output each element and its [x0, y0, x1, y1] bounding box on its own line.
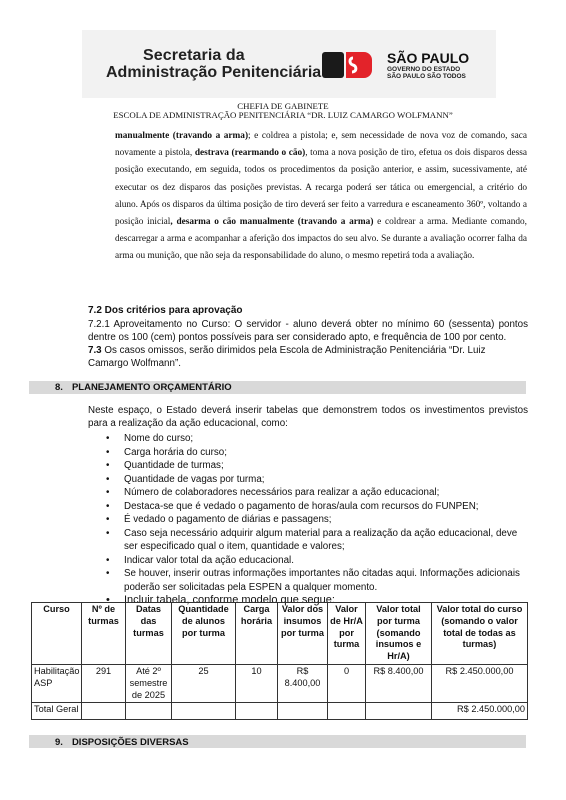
section-number: 9.	[55, 737, 63, 748]
sao-paulo-subtitle-slogan: SÃO PAULO SÃO TODOS	[387, 73, 466, 80]
table-cell: R$ 8.400,00	[366, 664, 432, 702]
criteria-text: Os casos omissos, serão dirimidos pela Escola de Administração Penitenciária “Dr. Luiz Camargo Wolfmann”.	[88, 345, 486, 369]
list-item-text: Indicar valor total da ação educacional.	[124, 554, 294, 566]
table-cell: 291	[82, 664, 126, 702]
bullet-icon: •	[106, 487, 110, 498]
table-cell: R$ 8.400,00	[278, 664, 328, 702]
table-cell	[172, 703, 236, 720]
list-item-text: Quantidade de vagas por turma;	[124, 473, 265, 485]
list-item	[104, 500, 529, 514]
list-item-text: Quantidade de turmas;	[124, 460, 224, 471]
total-label-cell: Total Geral	[32, 703, 82, 720]
list-item	[104, 432, 529, 446]
list-item-text: Carga horária do curso;	[124, 446, 227, 458]
column-header: Valor dos insumos por turma	[278, 603, 328, 665]
table-cell	[236, 703, 278, 720]
list-item	[104, 554, 529, 568]
requirements-list	[104, 432, 529, 608]
table-cell: Até 2º semestre de 2025	[126, 664, 172, 702]
bullet-icon: •	[106, 433, 110, 444]
bullet-icon: •	[106, 554, 110, 566]
chefia-header: CHEFIA DE GABINETE	[237, 101, 329, 111]
budget-table	[31, 602, 528, 720]
criteria-item: 7.2.1 Aproveitamento no Curso: O servidor - aluno deverá obter no mínimo 60 (sessenta) pontos dentre os 100 (cem) pontos possíveis para ser considerado apto, e frequência de 100 por cento.	[88, 319, 528, 343]
bold-text: manualmente (travando a arma)	[115, 131, 249, 141]
list-item	[104, 486, 529, 500]
bullet-icon: •	[106, 594, 110, 606]
column-header: Carga horária	[236, 603, 278, 665]
escola-header: ESCOLA DE ADMINISTRAÇÃO PENITENCIÁRIA “DR. LUIZ CAMARGO WOLFMANN”	[113, 110, 453, 120]
sao-paulo-logo-icon	[322, 50, 372, 80]
list-item-text: É vedado o pagamento de diárias e passagens;	[124, 514, 332, 525]
bullet-icon: •	[106, 446, 110, 458]
list-item	[104, 459, 529, 473]
table-row	[32, 664, 528, 702]
table-cell	[278, 703, 328, 720]
secretaria-title-line1: Secretaria da	[143, 47, 245, 64]
column-header: Curso	[32, 603, 82, 665]
total-value-cell: R$ 2.450.000,00	[432, 703, 528, 720]
bullet-icon: •	[106, 500, 110, 512]
table-cell	[366, 703, 432, 720]
bullet-icon: •	[106, 514, 110, 525]
list-item-text: Caso seja necessário adquirir algum material para a realização da ação educacional, deve ser especificado qual o item, quantidade e valores;	[124, 527, 518, 552]
secretaria-title-line2: Administração Penitenciária	[106, 64, 322, 81]
table-cell	[328, 703, 366, 720]
paragraph-text: ; e coldrea a pistola; e, sem necessidade de nova voz de comando, saca novamente a pistola,	[115, 131, 527, 159]
bullet-icon: •	[106, 460, 110, 471]
table-cell	[82, 703, 126, 720]
bullet-icon: •	[106, 527, 110, 539]
section-heading	[55, 737, 189, 748]
sao-paulo-subtitle-government: GOVERNO DO ESTADO	[387, 66, 461, 73]
list-item-text: Nome do curso;	[124, 433, 194, 444]
table-cell	[126, 703, 172, 720]
list-item	[104, 567, 529, 594]
table-cell: 0	[328, 664, 366, 702]
table-header-row	[32, 603, 528, 665]
column-header: Quantidade de alunos por turma	[172, 603, 236, 665]
column-header: Valor de Hr/A por turma	[328, 603, 366, 665]
table-cell: 10	[236, 664, 278, 702]
procedure-paragraph	[115, 128, 527, 266]
list-item-text: Destaca-se que é vedado o pagamento de horas/aula com recursos do FUNPEN;	[124, 500, 479, 512]
criteria-number: 7.3	[88, 345, 102, 356]
list-item	[104, 513, 529, 527]
paragraph-text: e coldrear a arma. Mediante comando, descarregar a arma e acompanhar a aferição dos impactos do seu alvo. Se durante a avaliação ocorrer falha da arma ou munição, que não seja da responsabilidade do aluno, o mesmo repetirá toda a avaliação.	[115, 217, 527, 262]
table-cell: Habilitação ASP	[32, 664, 82, 702]
bullet-icon: •	[106, 473, 110, 485]
section-number: 8.	[55, 382, 63, 393]
section-title: PLANEJAMENTO ORÇAMENTÁRIO	[71, 382, 232, 393]
column-header: Valor total do curso (somando o valor total de todas as turmas)	[432, 603, 528, 665]
bold-text: , desarma o cão manualmente (travando a arma)	[170, 217, 374, 228]
column-header: Valor total por turma (somando insumos e Hr/A)	[366, 603, 432, 665]
list-item-text: Se houver, inserir outras informações importantes não citadas aqui. Informações adicionais poderão ser solicitadas pela ESPEN a qualquer momento.	[124, 568, 520, 593]
list-item	[104, 446, 529, 460]
paragraph-text: , toma a nova posição de tiro, efetua os dois disparos dessa posição executando, em seguida, todos os procedimentos da posição anterior, e assim, sucessivamente, até executar os dez disparos das posições previstas. A recarga poderá ser tática ou emergencial, a critério do aluno. Após os disparos da última posição de tiro deverá ser feito a varredura e escaneamento 360º, voltando a posição inicial	[115, 148, 527, 228]
section-heading	[55, 382, 232, 393]
table-cell: R$ 2.450.000,00	[432, 664, 528, 702]
criteria-heading: 7.2 Dos critérios para aprovação	[88, 305, 243, 316]
list-item	[104, 473, 529, 487]
section-title: DISPOSIÇÕES DIVERSAS	[71, 737, 189, 748]
sao-paulo-title: SÃO PAULO	[387, 50, 470, 66]
table-cell: 25	[172, 664, 236, 702]
list-item-text: Número de colaboradores necessários para realizar a ação educacional;	[124, 487, 440, 498]
list-item-text: Incluir tabela, conforme modelo que segue:	[124, 594, 335, 606]
criteria-item	[88, 344, 528, 370]
column-header: Datas das turmas	[126, 603, 172, 665]
table-total-row	[32, 703, 528, 720]
section-intro: Neste espaço, o Estado deverá inserir tabelas que demonstrem todos os investimentos previstos para a realização da ação educacional, como:	[88, 405, 528, 430]
bold-text: destrava (rearmando o cão)	[194, 148, 306, 159]
bullet-icon: •	[106, 568, 110, 579]
list-item	[104, 527, 529, 554]
column-header: Nº de turmas	[82, 603, 126, 665]
